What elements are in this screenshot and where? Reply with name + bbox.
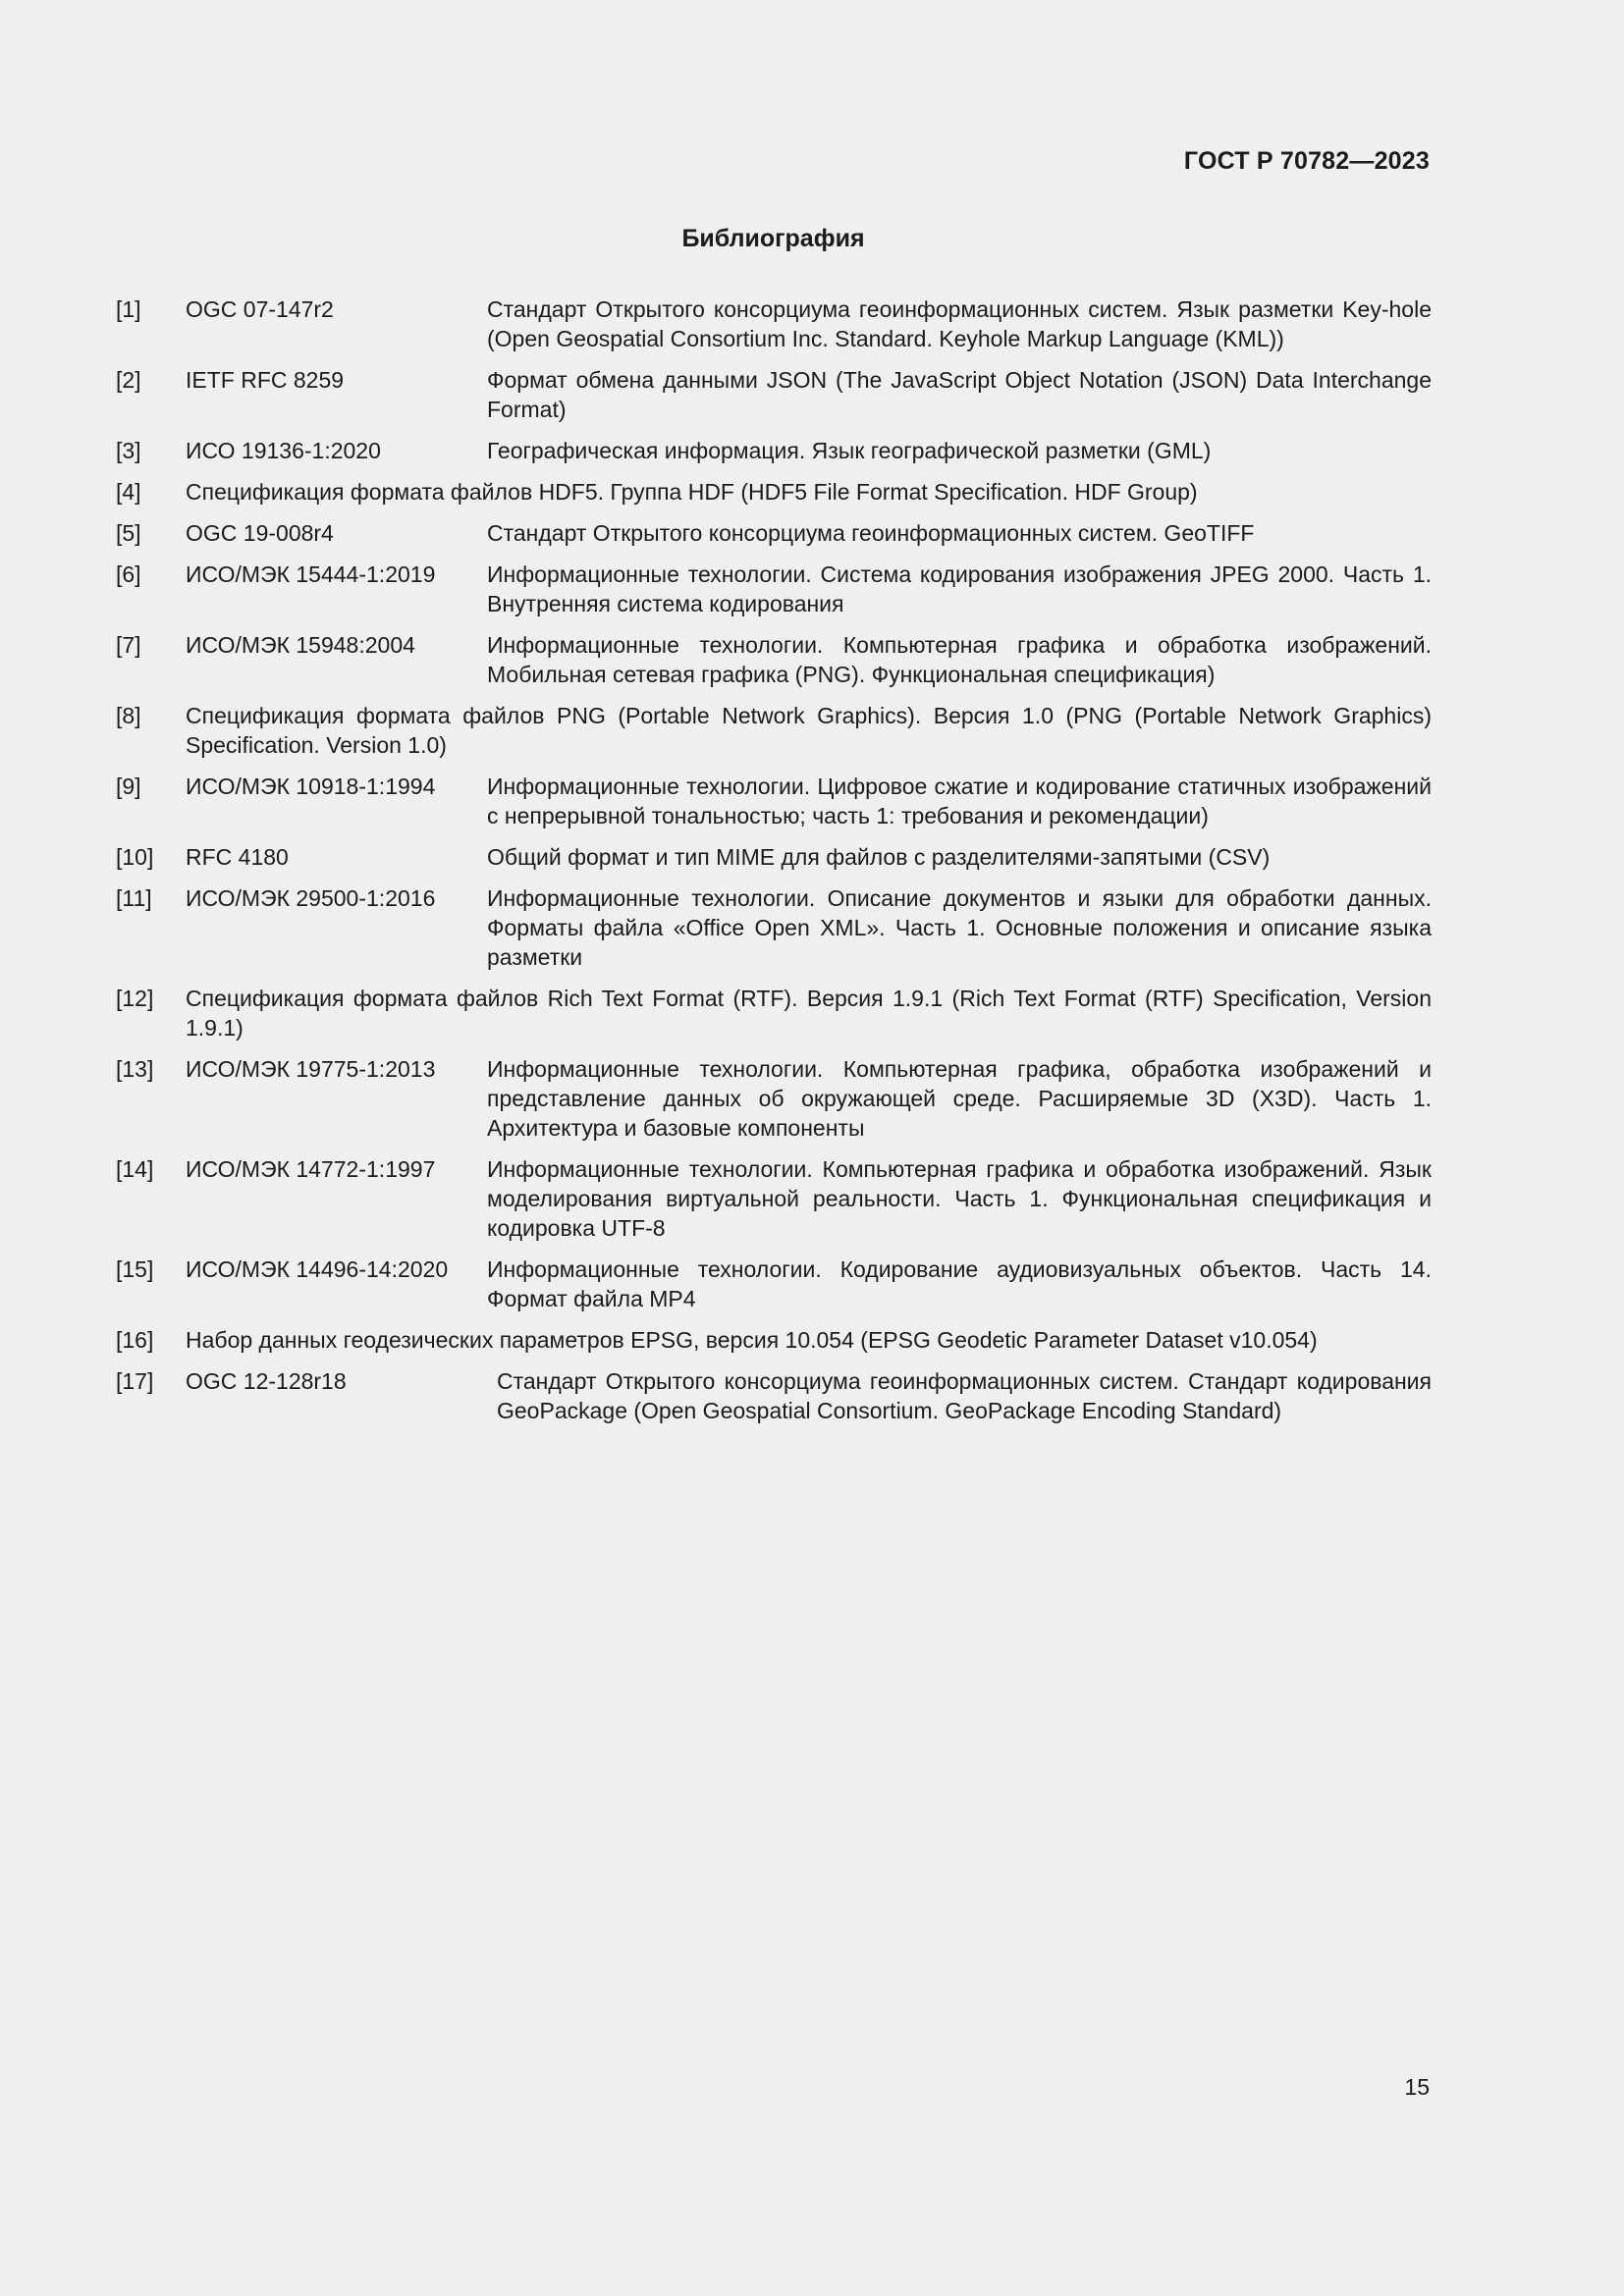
bibliography-entry [116,772,1432,830]
entry-standard-code: ИСО/МЭК 15444-1:2019 [186,561,436,587]
entry-number: [1] [116,296,141,322]
entry-description: Информационные технологии. Компьютерная графика и обработка изображений. Язык моделирования виртуальной реальности. Часть 1. Функциональная спецификация и кодировка UTF-8 [487,1156,1432,1241]
entry-description: Информационные технологии. Компьютерная графика и обработка изображений. Мобильная сетевая графика (PNG). Функциональная спецификация) [487,632,1432,687]
entry-number: [14] [116,1156,154,1182]
bibliography-entry [116,1366,1432,1425]
bibliography-entry [116,1325,1432,1355]
entry-number: [17] [116,1368,154,1394]
bibliography-entry [116,477,1432,507]
bibliography-entry [116,701,1432,760]
entry-number: [10] [116,844,154,870]
bibliography-entry [116,1255,1432,1313]
bibliography-entry [116,883,1432,972]
entry-standard-code: ИСО/МЭК 19775-1:2013 [186,1056,436,1082]
entry-text: Спецификация формата файлов Rich Text Format (RTF). Версия 1.9.1 (Rich Text Format (RTF) Specification, Version 1.9.1) [186,986,1432,1041]
entry-number: [15] [116,1256,154,1282]
entry-description: Стандарт Открытого консорциума геоинформационных систем. GeoTIFF [487,520,1255,546]
bibliography-entry [116,1054,1432,1143]
entry-standard-code: ИСО/МЭК 29500-1:2016 [186,885,436,911]
entry-standard-code: ИСО/МЭК 14496-14:2020 [186,1256,449,1282]
entry-number: [7] [116,632,141,658]
entry-number: [8] [116,703,141,728]
entry-number: [5] [116,520,141,546]
entry-description: Информационные технологии. Компьютерная графика, обработка изображений и представление данных об окружающей среде. Расширяемые 3D (X3D). Часть 1. Архитектура и базовые компоненты [487,1056,1432,1141]
entry-description: Формат обмена данными JSON (The JavaScript Object Notation (JSON) Data Interchange Format) [487,367,1432,422]
entry-standard-code: ИСО/МЭК 14772-1:1997 [186,1156,436,1182]
entry-text: Набор данных геодезических параметров EPSG, версия 10.054 (EPSG Geodetic Parameter Dataset v10.054) [186,1327,1318,1353]
entry-standard-code: OGC 07-147r2 [186,296,334,322]
entry-number: [12] [116,986,154,1011]
bibliography-entry [116,365,1432,424]
entry-description: Географическая информация. Язык географической разметки (GML) [487,438,1212,463]
entry-text: Спецификация формата файлов PNG (Portable Network Graphics). Версия 1.0 (PNG (Portable Network Graphics) Specification. Version 1.0) [186,703,1432,758]
bibliography-entry [116,842,1432,872]
entry-standard-code: IETF RFC 8259 [186,367,345,393]
entry-number: [13] [116,1056,154,1082]
entry-number: [16] [116,1327,154,1353]
bibliography-list [116,294,1432,1437]
entry-number: [4] [116,479,141,505]
entry-description: Информационные технологии. Система кодирования изображения JPEG 2000. Часть 1. Внутренняя система кодирования [487,561,1432,616]
bibliography-entry [116,984,1432,1042]
entry-number: [9] [116,774,141,799]
entry-standard-code: ИСО/МЭК 10918-1:1994 [186,774,436,799]
entry-standard-code: OGC 12-128r18 [186,1368,347,1394]
bibliography-entry [116,1154,1432,1243]
document-id-header: ГОСТ Р 70782—2023 [1183,147,1430,175]
bibliography-entry [116,294,1432,353]
entry-description: Информационные технологии. Описание документов и языки для обработки данных. Форматы файла «Office Open XML». Часть 1. Основные положения и описание языка разметки [487,885,1432,970]
bibliography-entry [116,518,1432,548]
entry-number: [11] [116,885,152,911]
section-title: Библиография [681,225,865,252]
entry-standard-code: ИСО 19136-1:2020 [186,438,381,463]
bibliography-entry [116,560,1432,618]
entry-text: Спецификация формата файлов HDF5. Группа HDF (HDF5 File Format Specification. HDF Group) [186,479,1198,505]
entry-number: [2] [116,367,141,393]
bibliography-entry [116,436,1432,465]
entry-description: Стандарт Открытого консорциума геоинформационных систем. Стандарт кодирования GeoPackage (Open Geospatial Consortium. GeoPackage Encoding Standard) [497,1368,1432,1423]
entry-number: [3] [116,438,141,463]
bibliography-entry [116,630,1432,689]
entry-description: Стандарт Открытого консорциума геоинформационных систем. Язык разметки Key-hole (Open Geospatial Consortium Inc. Standard. Keyhole Markup Language (KML)) [487,296,1432,351]
entry-standard-code: ИСО/МЭК 15948:2004 [186,632,415,658]
entry-description: Общий формат и тип MIME для файлов с разделителями-запятыми (CSV) [487,844,1271,870]
entry-number: [6] [116,561,141,587]
entry-description: Информационные технологии. Кодирование аудиовизуальных объектов. Часть 14. Формат файла MP4 [487,1256,1432,1311]
entry-description: Информационные технологии. Цифровое сжатие и кодирование статичных изображений с непрерывной тональностью; часть 1: требования и рекомендации) [487,774,1432,828]
page-number: 15 [1404,2074,1430,2100]
entry-standard-code: RFC 4180 [186,844,289,870]
entry-standard-code: OGC 19-008r4 [186,520,334,546]
